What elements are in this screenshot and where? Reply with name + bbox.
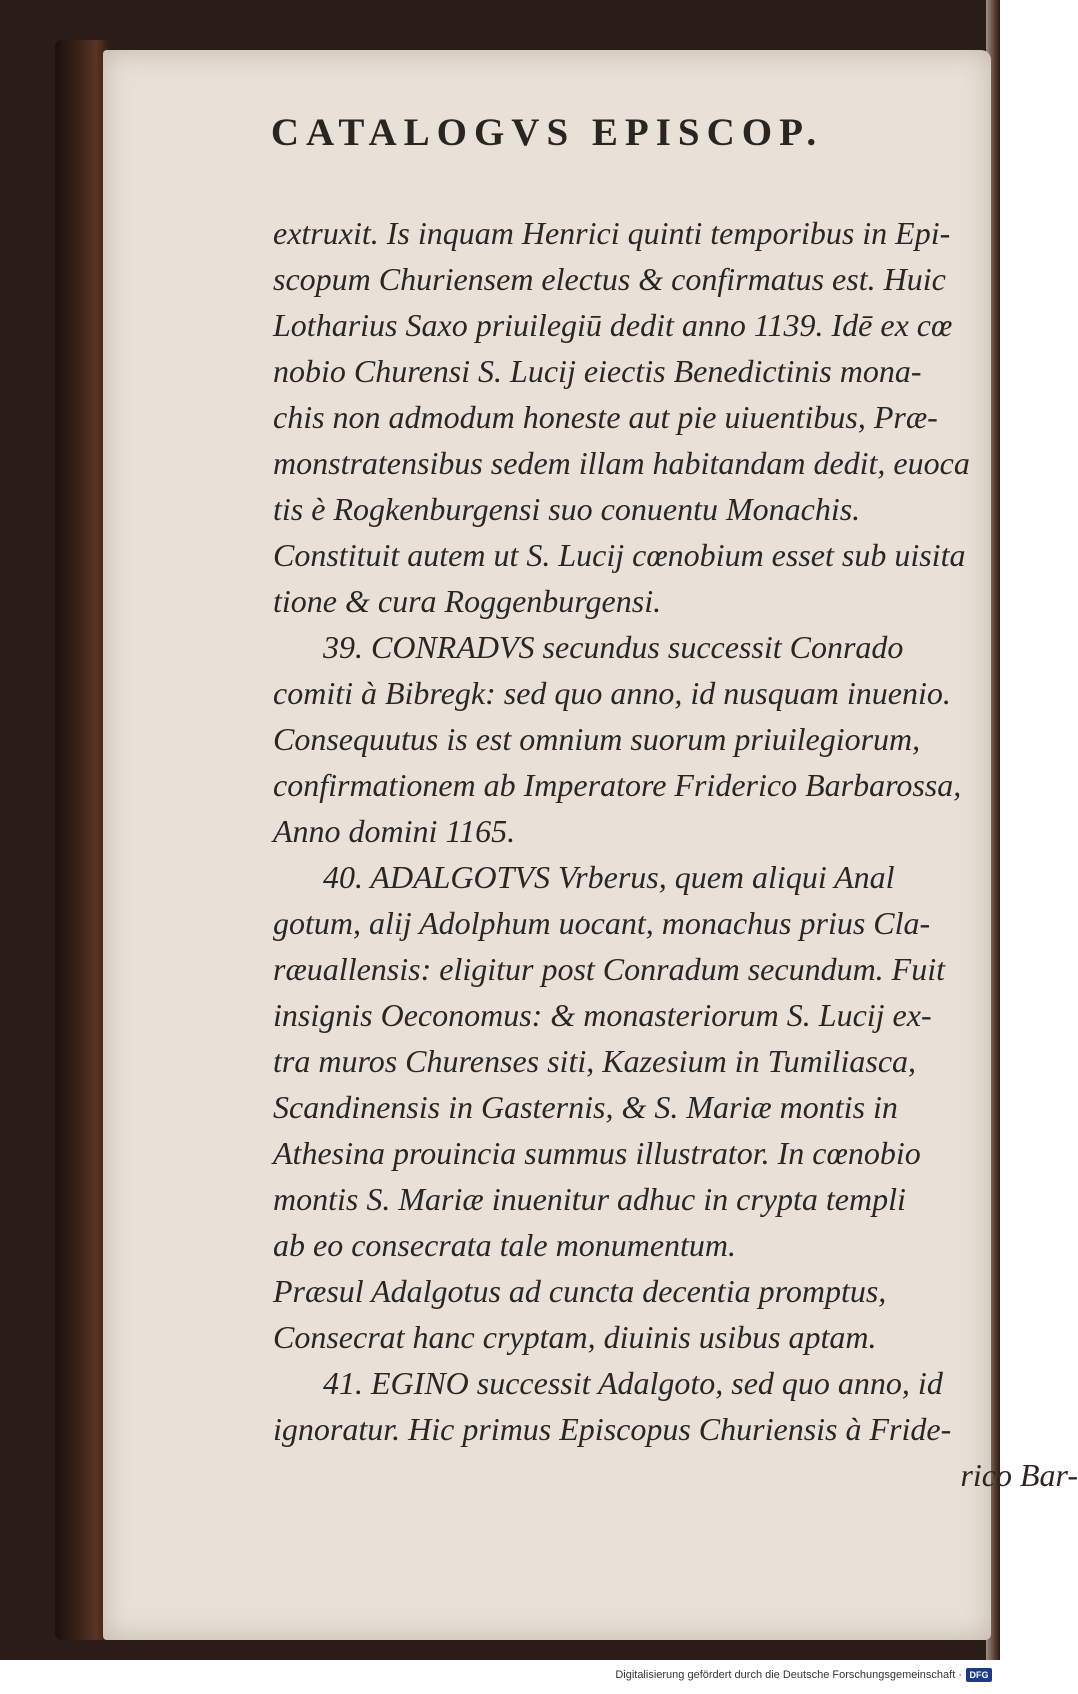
verse-line: Præsul Adalgotus ad cuncta decentia promptus,: [273, 1273, 887, 1309]
text-line: Consequutus is est omnium suorum priuilegiorum,: [273, 721, 921, 757]
text-line: monstratensibus sedem illam habitandam dedit, euoca: [273, 445, 970, 481]
text-line: ab eo consecrata tale monumentum.: [273, 1227, 737, 1263]
body-text: [273, 210, 1078, 1498]
text-line: Scandinensis in Gasternis, & S. Mariæ montis in: [273, 1089, 898, 1125]
book-spine-edge: [55, 40, 110, 1640]
text-line: insignis Oeconomus: & monasteriorum S. Lucij ex-: [273, 997, 932, 1033]
text-line: gotum, alij Adolphum uocant, monachus prius Cla-: [273, 905, 931, 941]
running-head: CATALOGVS EPISCOP.: [270, 111, 824, 154]
entry-41-start: 41. EGINO successit Adalgoto, sed quo anno, id: [323, 1365, 943, 1401]
text-line: Athesina prouincia summus illustrator. In cœnobio: [273, 1135, 921, 1171]
text-line: Constituit autem ut S. Lucij cœnobium esset sub uisita: [273, 537, 966, 573]
text-line: ignoratur. Hic primus Episcopus Churiensis à Fride-: [273, 1411, 952, 1447]
text-line: chis non admodum honeste aut pie uiuentibus, Præ-: [273, 399, 938, 435]
text-line: montis S. Mariæ inuenitur adhuc in crypta templi: [273, 1181, 906, 1217]
entry-40-start: 40. ADALGOTVS Vrberus, quem aliqui Anal: [323, 859, 895, 895]
catchword: rico Bar-: [960, 1457, 1078, 1493]
text-line: confirmationem ab Imperatore Friderico Barbarossa,: [273, 767, 962, 803]
text-line: comiti à Bibregk: sed quo anno, id nusquam inuenio.: [273, 675, 951, 711]
text-line: nobio Churensi S. Lucij eiectis Benedictinis mona-: [273, 353, 922, 389]
book-page: [103, 50, 1078, 1640]
dfg-logo-icon: DFG: [966, 1668, 992, 1682]
text-line: ræuallensis: eligitur post Conradum secundum. Fuit: [273, 951, 945, 987]
text-line: scopum Churiensem electus & confirmatus est. Huic: [273, 261, 946, 297]
text-line: Lotharius Saxo priuilegiū dedit anno 1139. Idē ex cœ: [273, 307, 953, 343]
text-line: extruxit. Is inquam Henrici quinti temporibus in Epi-: [273, 215, 951, 251]
footer-bar: [0, 1660, 1000, 1694]
text-line: tione & cura Roggenburgensi.: [273, 583, 662, 619]
verse-line: Consecrat hanc cryptam, diuinis usibus aptam.: [273, 1319, 877, 1355]
text-line: tis è Rogkenburgensi suo conuentu Monachis.: [273, 491, 861, 527]
entry-39-start: 39. CONRADVS secundus successit Conrado: [323, 629, 904, 665]
text-line: Anno domini 1165.: [273, 813, 516, 849]
funding-credit: Digitalisierung gefördert durch die Deutsche Forschungsgemeinschaft ·: [615, 1669, 962, 1681]
text-line: tra muros Churenses siti, Kazesium in Tumiliasca,: [273, 1043, 917, 1079]
